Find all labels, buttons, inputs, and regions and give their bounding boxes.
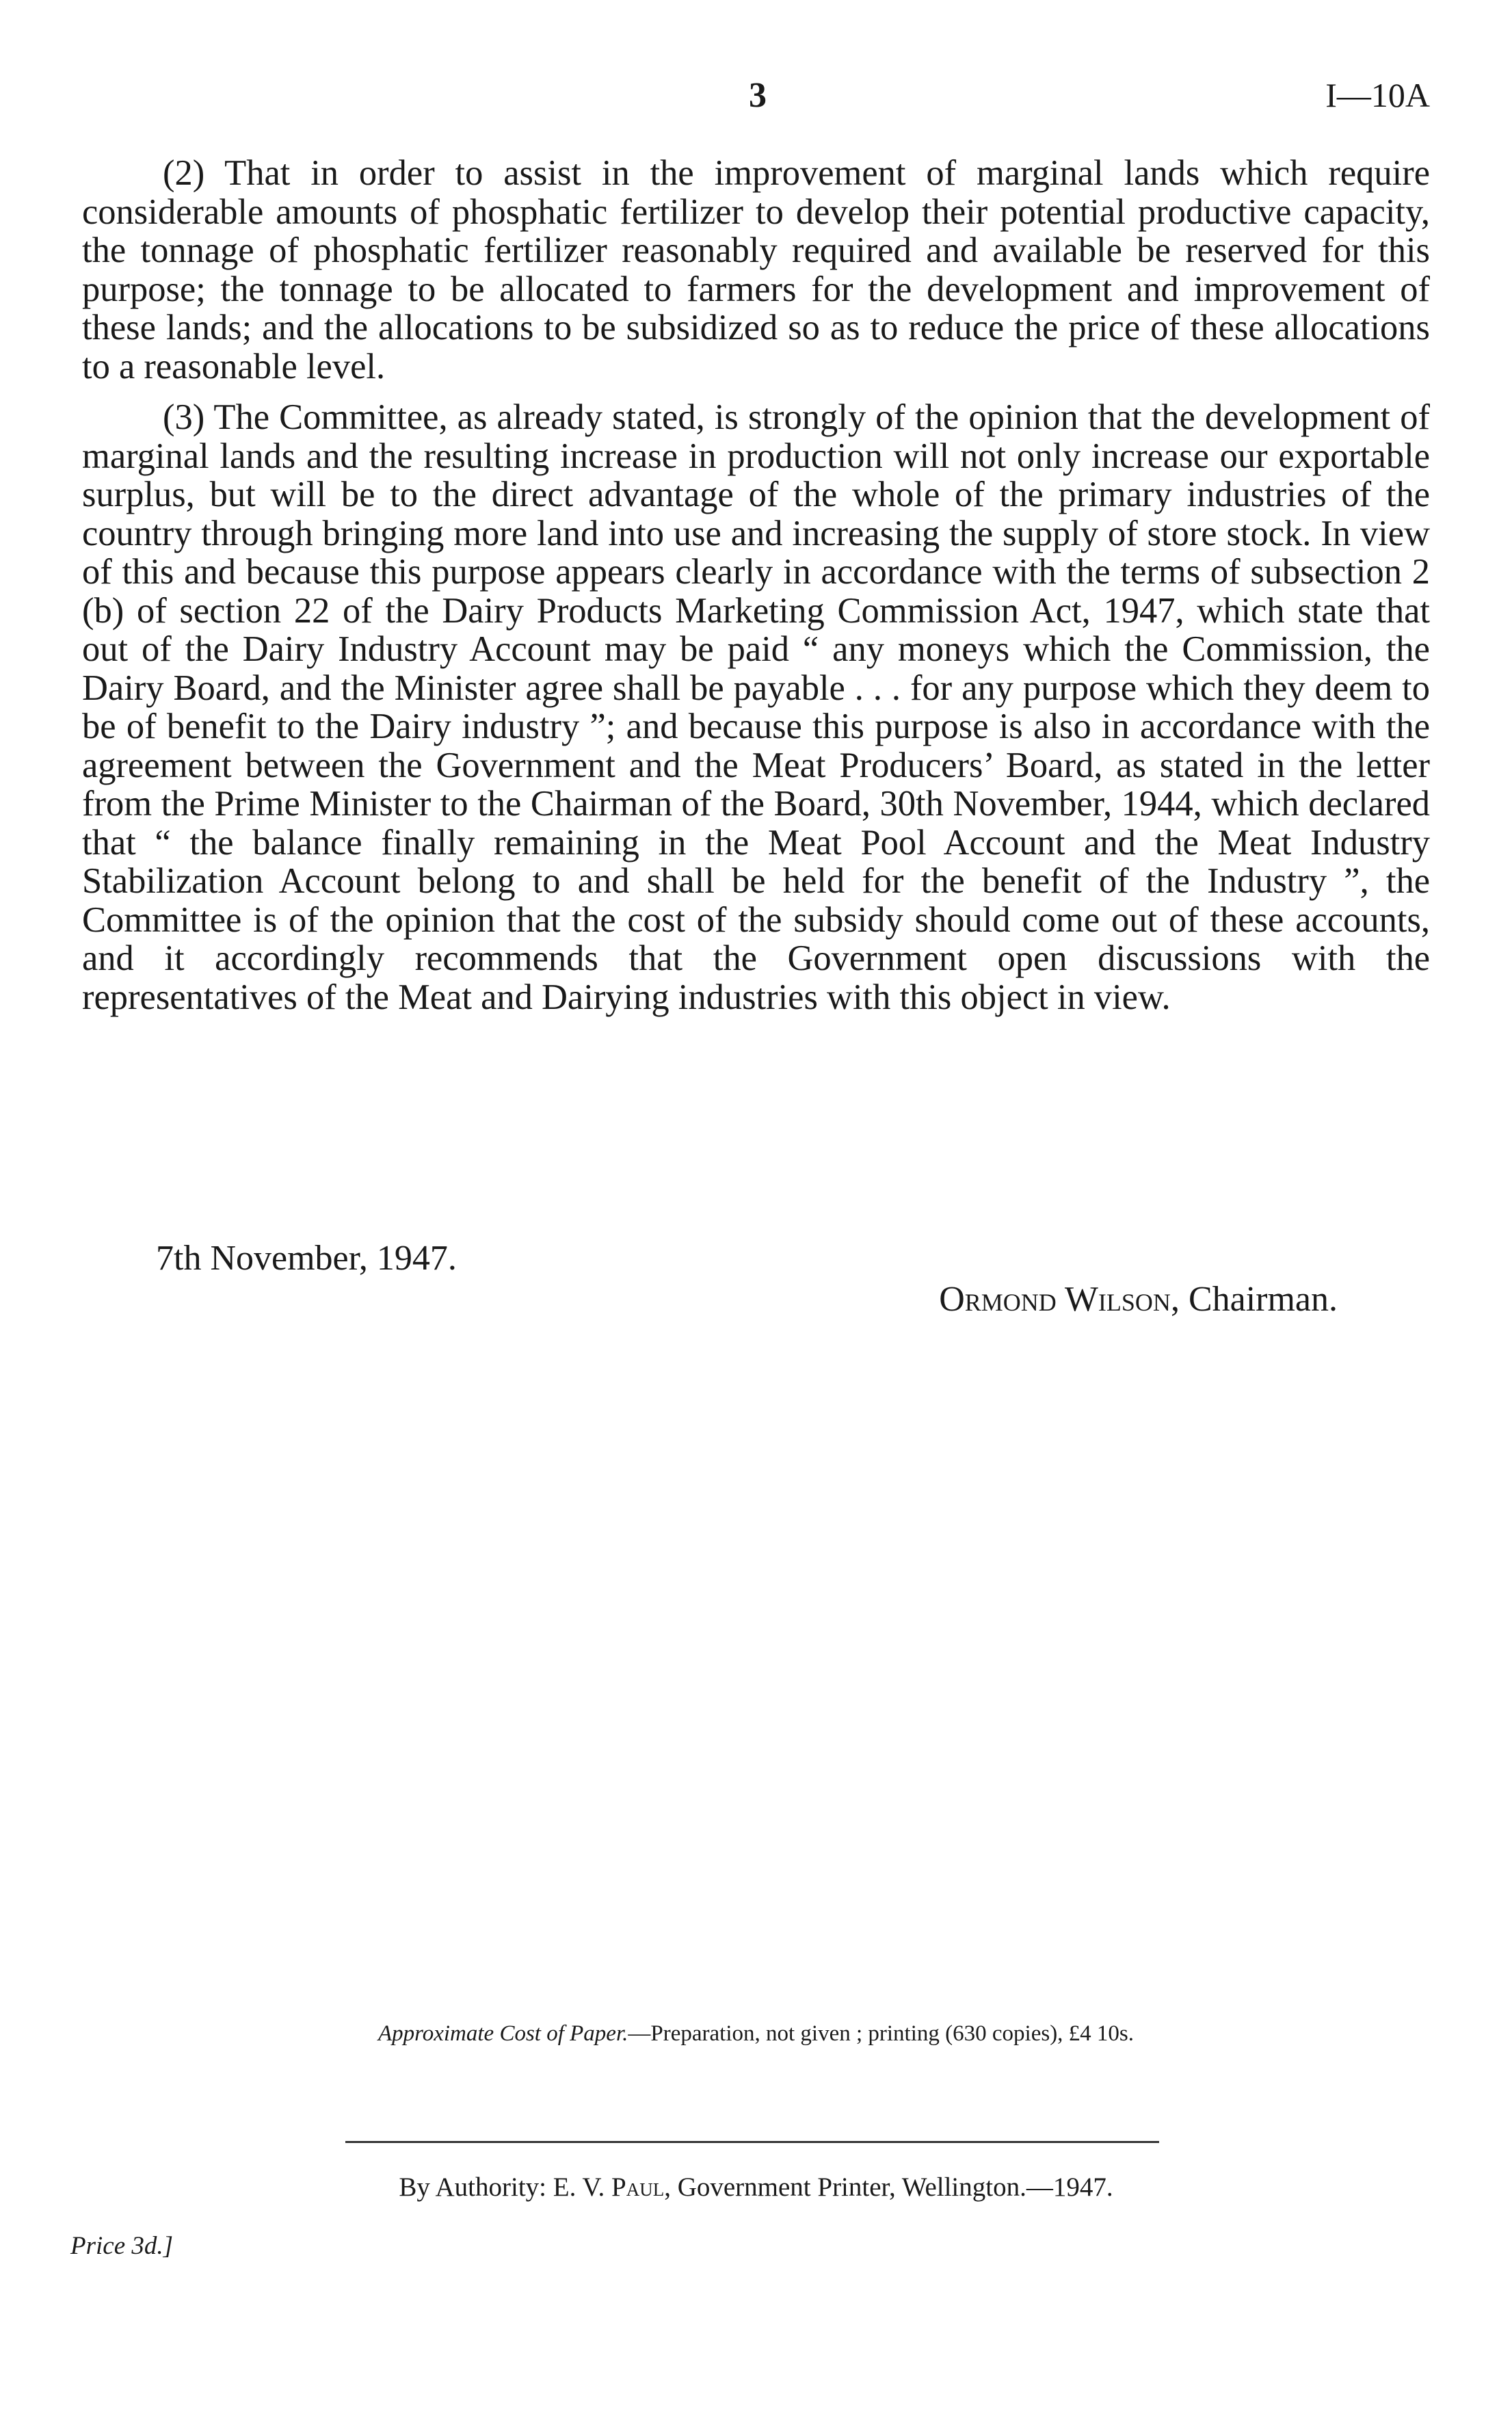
authority-prefix: By Authority: xyxy=(399,2172,553,2202)
signatory-name: Ormond Wilson xyxy=(939,1280,1171,1319)
price-note: Price 3d.] xyxy=(70,2232,174,2260)
cost-text: —Preparation, not given ; printing (630 copies), £4 10s. xyxy=(628,2021,1135,2046)
authority-line xyxy=(0,2172,1512,2203)
signature-line xyxy=(939,1279,1338,1319)
printer-name: E. V. Paul xyxy=(553,2172,665,2202)
paragraph-3: (3) The Committee, as already stated, is strongly of the opinion that the development of marginal lands and the resulting increase in production will not only increase our exportable surplus, but will be to the direct advantage of the whole of the primary industries of the country through bringing more land into use and increasing the supply of store stock. In view of this and because this purpose appears clearly in accordance with the terms of subsection 2 (b) of section 22 of the Dairy Products Marketing Commission Act, 1947, which state that out of the Dairy Industry Account may be paid “ any moneys which the Commission, the Dairy Board, and the Minister agree shall be payable . . . for any purpose which they deem to be of benefit to the Dairy industry ”; and because this purpose is also in accordance with the agreement between the Government and the Meat Producers’ Board, as stated in the letter from the Prime Minister to the Chairman of the Board, 30th November, 1944, which declared that “ the balance finally remaining in the Meat Pool Account and the Meat Industry Stabilization Account belong to and shall be held for the benefit of the Industry ”, the Committee is of the opinion that the cost of the subsidy should come out of these accounts, and it accordingly recommends that the Government open discussions with the representatives of the Meat and Dairying industries with this object in view. xyxy=(82,397,1430,1017)
cost-note xyxy=(0,2021,1512,2047)
document-reference: I—10A xyxy=(1325,76,1430,114)
footer-rule xyxy=(345,2141,1159,2143)
page-number: 3 xyxy=(749,76,767,115)
cost-label: Approximate Cost of Paper. xyxy=(377,2021,628,2046)
body-text xyxy=(82,154,1430,1029)
paragraph-2: (2) That in order to assist in the improvement of marginal lands which require considerable amounts of phosphatic fertilizer to develop their potential productive capacity, the tonnage of phosphatic fertilizer reasonably required and available be reserved for this purpose; the tonnage to be allocated to farmers for the development and improvement of these lands; and the allocations to be subsidized so as to reduce the price of these allocations to a reasonable level. xyxy=(82,153,1430,386)
report-date: 7th November, 1947. xyxy=(156,1239,457,1278)
signatory-title: , Chairman. xyxy=(1170,1280,1338,1319)
authority-suffix: , Government Printer, Wellington.—1947. xyxy=(664,2172,1113,2202)
